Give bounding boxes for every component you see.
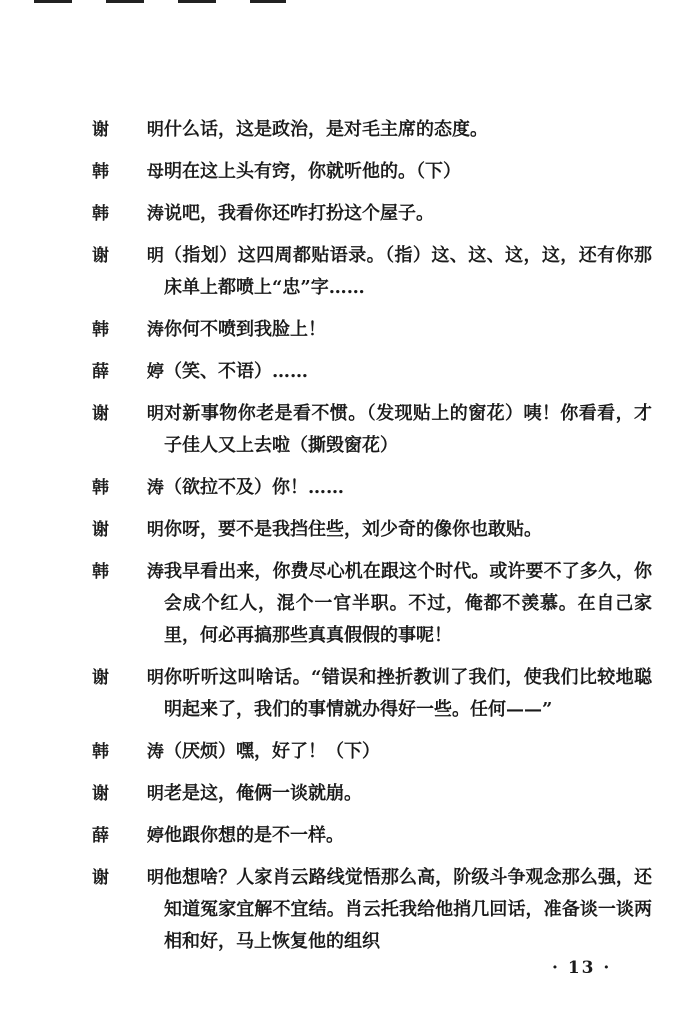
dialogue-line (92, 472, 652, 504)
speaker-name: 韩 涛 (92, 478, 180, 498)
dialogue-text: 什么话，这是政治，是对毛主席的态度。 (164, 119, 488, 140)
speaker-name: 韩 涛 (92, 562, 180, 582)
dialogue-text: 你呀，要不是我挡住些，刘少奇的像你也敢贴。 (164, 519, 542, 540)
dialogue-text: （笑、不语）…… (164, 361, 308, 382)
dialogue-line (92, 156, 652, 188)
speaker-name: 谢 明 (92, 246, 180, 266)
dialogue-text: 他想啥？人家肖云路线觉悟那么高，阶级斗争观念那么强，还知道冤家宜解不宜结。肖云托我给他捎几回话，准备谈一谈两相和好，马上恢复他的组织 (164, 867, 652, 952)
header-rule-2 (106, 0, 144, 3)
page-number: · 13 · (552, 958, 612, 978)
dialogue-line (92, 114, 652, 146)
dialogue-text: （指划）这四周都贴语录。（指）这、这、这，这，还有你那床单上都喷上“忠”字…… (164, 245, 652, 298)
top-header-rules (0, 0, 690, 12)
script-dialogue (92, 114, 652, 968)
speaker-name: 谢 明 (92, 404, 180, 424)
dialogue-line (92, 356, 652, 388)
dialogue-line (92, 736, 652, 768)
speaker-name: 韩 涛 (92, 742, 180, 762)
speaker-name: 谢 明 (92, 868, 180, 888)
dialogue-text: 他跟你想的是不一样。 (164, 825, 344, 846)
header-rule-4 (250, 0, 286, 3)
dialogue-line (92, 198, 652, 230)
speaker-name: 韩 涛 (92, 204, 180, 224)
speaker-name: 韩 母 (92, 162, 180, 182)
dialogue-line (92, 240, 652, 304)
dialogue-text: 说吧，我看你还咋打扮这个屋子。 (164, 203, 434, 224)
dialogue-text: （厌烦）嘿，好了！（下） (164, 741, 380, 762)
dialogue-text: 老是这，俺俩一谈就崩。 (164, 783, 362, 804)
header-rule-3 (178, 0, 216, 3)
speaker-name: 韩 涛 (92, 320, 180, 340)
dialogue-line (92, 662, 652, 726)
speaker-name: 谢 明 (92, 668, 180, 688)
dialogue-line (92, 820, 652, 852)
dialogue-text: 你听听这叫啥话。“错误和挫折教训了我们，使我们比较地聪明起来了，我们的事情就办得好一些。任何——” (164, 667, 652, 720)
dialogue-line (92, 862, 652, 958)
speaker-name: 谢 明 (92, 784, 180, 804)
speaker-name: 薛 婷 (92, 826, 180, 846)
dialogue-text: 明在这上头有窍，你就听他的。（下） (164, 161, 461, 182)
speaker-name: 谢 明 (92, 520, 180, 540)
dialogue-line (92, 514, 652, 546)
header-rule-1 (34, 0, 72, 3)
dialogue-text: 我早看出来，你费尽心机在跟这个时代。或许要不了多久，你会成个红人，混个一官半职。不过，俺都不羡慕。在自己家里，何必再搞那些真真假假的事呢！ (164, 561, 652, 646)
dialogue-text: （欲拉不及）你！…… (164, 477, 344, 498)
speaker-name: 谢 明 (92, 120, 180, 140)
dialogue-line (92, 778, 652, 810)
dialogue-line (92, 314, 652, 346)
dialogue-text: 你何不喷到我脸上！ (164, 319, 326, 340)
dialogue-text: 对新事物你老是看不惯。（发现贴上的窗花）咦！你看看，才子佳人又上去啦（撕毁窗花） (164, 403, 652, 456)
dialogue-line (92, 398, 652, 462)
speaker-name: 薛 婷 (92, 362, 180, 382)
dialogue-line (92, 556, 652, 652)
